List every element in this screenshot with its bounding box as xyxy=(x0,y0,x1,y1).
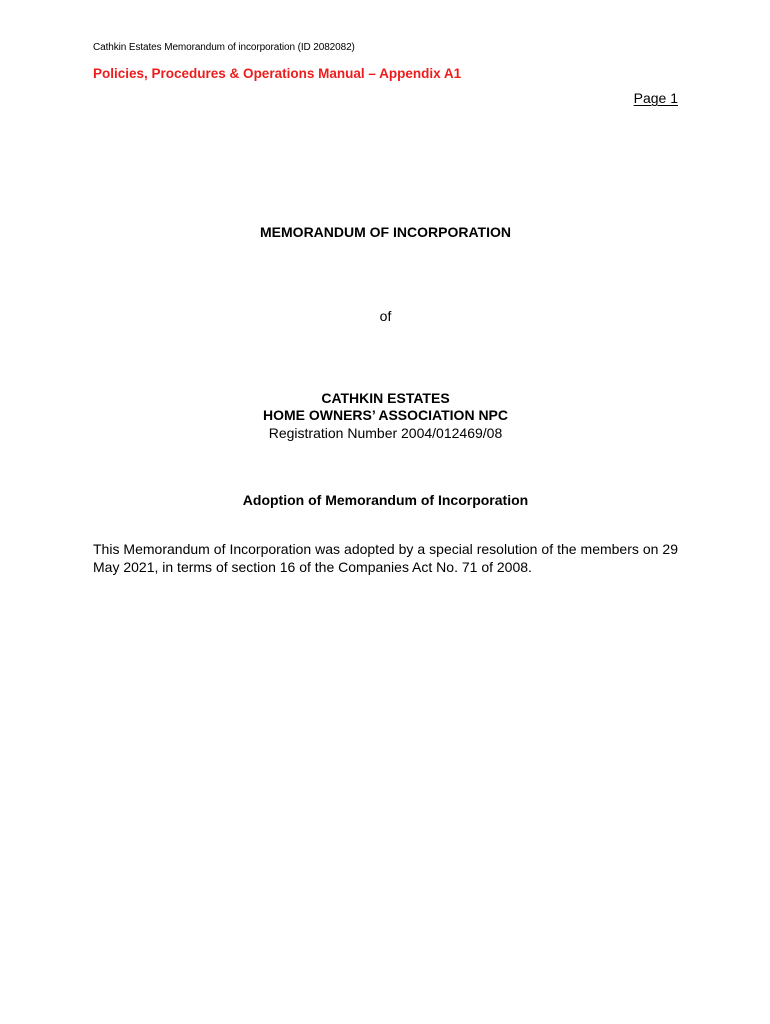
company-name-line2: HOME OWNERS’ ASSOCIATION NPC xyxy=(262,407,508,423)
registration-number: Registration Number 2004/012469/08 xyxy=(268,425,503,441)
adoption-heading: Adoption of Memorandum of Incorporation xyxy=(242,492,529,508)
company-name-line1: CATHKIN ESTATES xyxy=(321,390,450,406)
page-number: Page 1 xyxy=(633,90,678,106)
running-header: Cathkin Estates Memorandum of incorporation (ID 2082082) xyxy=(93,42,355,53)
manual-title: Policies, Procedures & Operations Manual – Appendix A1 xyxy=(93,66,462,81)
of-text: of xyxy=(379,308,392,324)
document-title: MEMORANDUM OF INCORPORATION xyxy=(260,224,511,240)
adoption-paragraph: This Memorandum of Incorporation was adopted by a special resolution of the members on 29 May 2021, in terms of section 16 of the Companies Act No. 71 of 2008. xyxy=(93,541,678,575)
